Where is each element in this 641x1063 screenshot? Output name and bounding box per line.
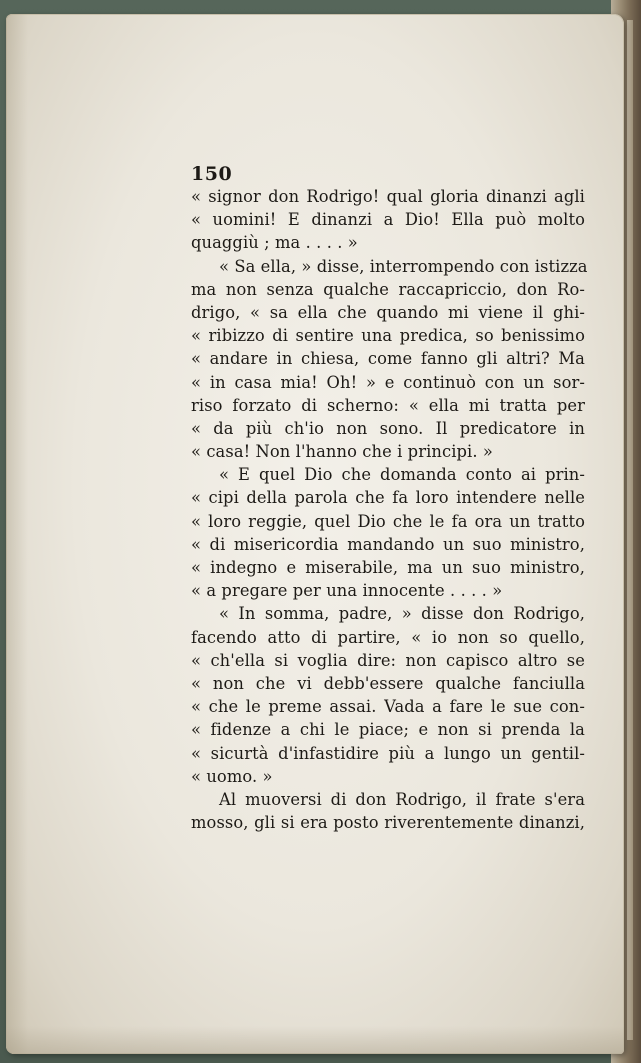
text-line: « cipi della parola che fa loro intendere nelle [191, 488, 585, 508]
text-line: « indegno e miserabile, ma un suo ministro, [191, 558, 585, 577]
text-line: « non che vi debb'essere qualche fanciulla [191, 673, 585, 693]
text-line: ma non senza qualche raccapriccio, don Ro- [191, 279, 585, 299]
text-line: mosso, gli si era posto riverentemente dinanzi, [191, 813, 585, 833]
text-line: « casa! Non l'hanno che i principi. » [191, 442, 493, 462]
text-line: « che le preme assai. Vada a fare le sue con- [191, 697, 585, 717]
text-line: « In somma, padre, » disse don Rodrigo, [219, 604, 585, 624]
text-line: « in casa mia! Oh! » e continuò con un sor- [191, 372, 585, 392]
text-line: « uomini! E dinanzi a Dio! Ella può molto [191, 210, 585, 230]
text-line: « loro reggie, quel Dio che le fa ora un tratto [191, 511, 585, 531]
text-line: « a pregare per una innocente . . . . » [191, 581, 503, 601]
text-line: « ribizzo di sentire una predica, so benissimo [191, 326, 585, 346]
text-line: « di misericordia mandando un suo ministro, [191, 534, 585, 554]
text-line: « fidenze a chi le piace; e non si prenda la [191, 720, 585, 740]
page-number: 150 [191, 163, 233, 185]
text-line: Al muoversi di don Rodrigo, il frate s'era [219, 789, 585, 809]
text-line: riso forzato di scherno: « ella mi tratta per [191, 395, 585, 415]
text-line: « ch'ella si voglia dire: non capisco altro se [191, 650, 585, 670]
text-line: « Sa ella, » disse, interrompendo con istizza [219, 256, 588, 276]
text-line: « andare in chiesa, come fanno gli altri? Ma [191, 349, 585, 369]
text-lines [191, 185, 588, 834]
text-line: « E quel Dio che domanda conto ai prin- [219, 465, 585, 485]
text-line: drigo, « sa ella che quando mi viene il ghi- [191, 302, 585, 322]
text-line: « da più ch'io non sono. Il predicatore in [191, 418, 585, 438]
text-line: « uomo. » [191, 766, 273, 786]
text-line: « sicurtà d'infastidire più a lungo un gentil- [191, 743, 585, 763]
text-line: « signor don Rodrigo! qual gloria dinanzi agli [191, 187, 585, 206]
text-line: quaggiù ; ma . . . . » [191, 233, 358, 253]
page-text-block [191, 163, 588, 834]
page-stack-edge [627, 20, 633, 1040]
text-line: facendo atto di partire, « io non so quello, [191, 627, 585, 647]
paper-page [6, 14, 624, 1054]
